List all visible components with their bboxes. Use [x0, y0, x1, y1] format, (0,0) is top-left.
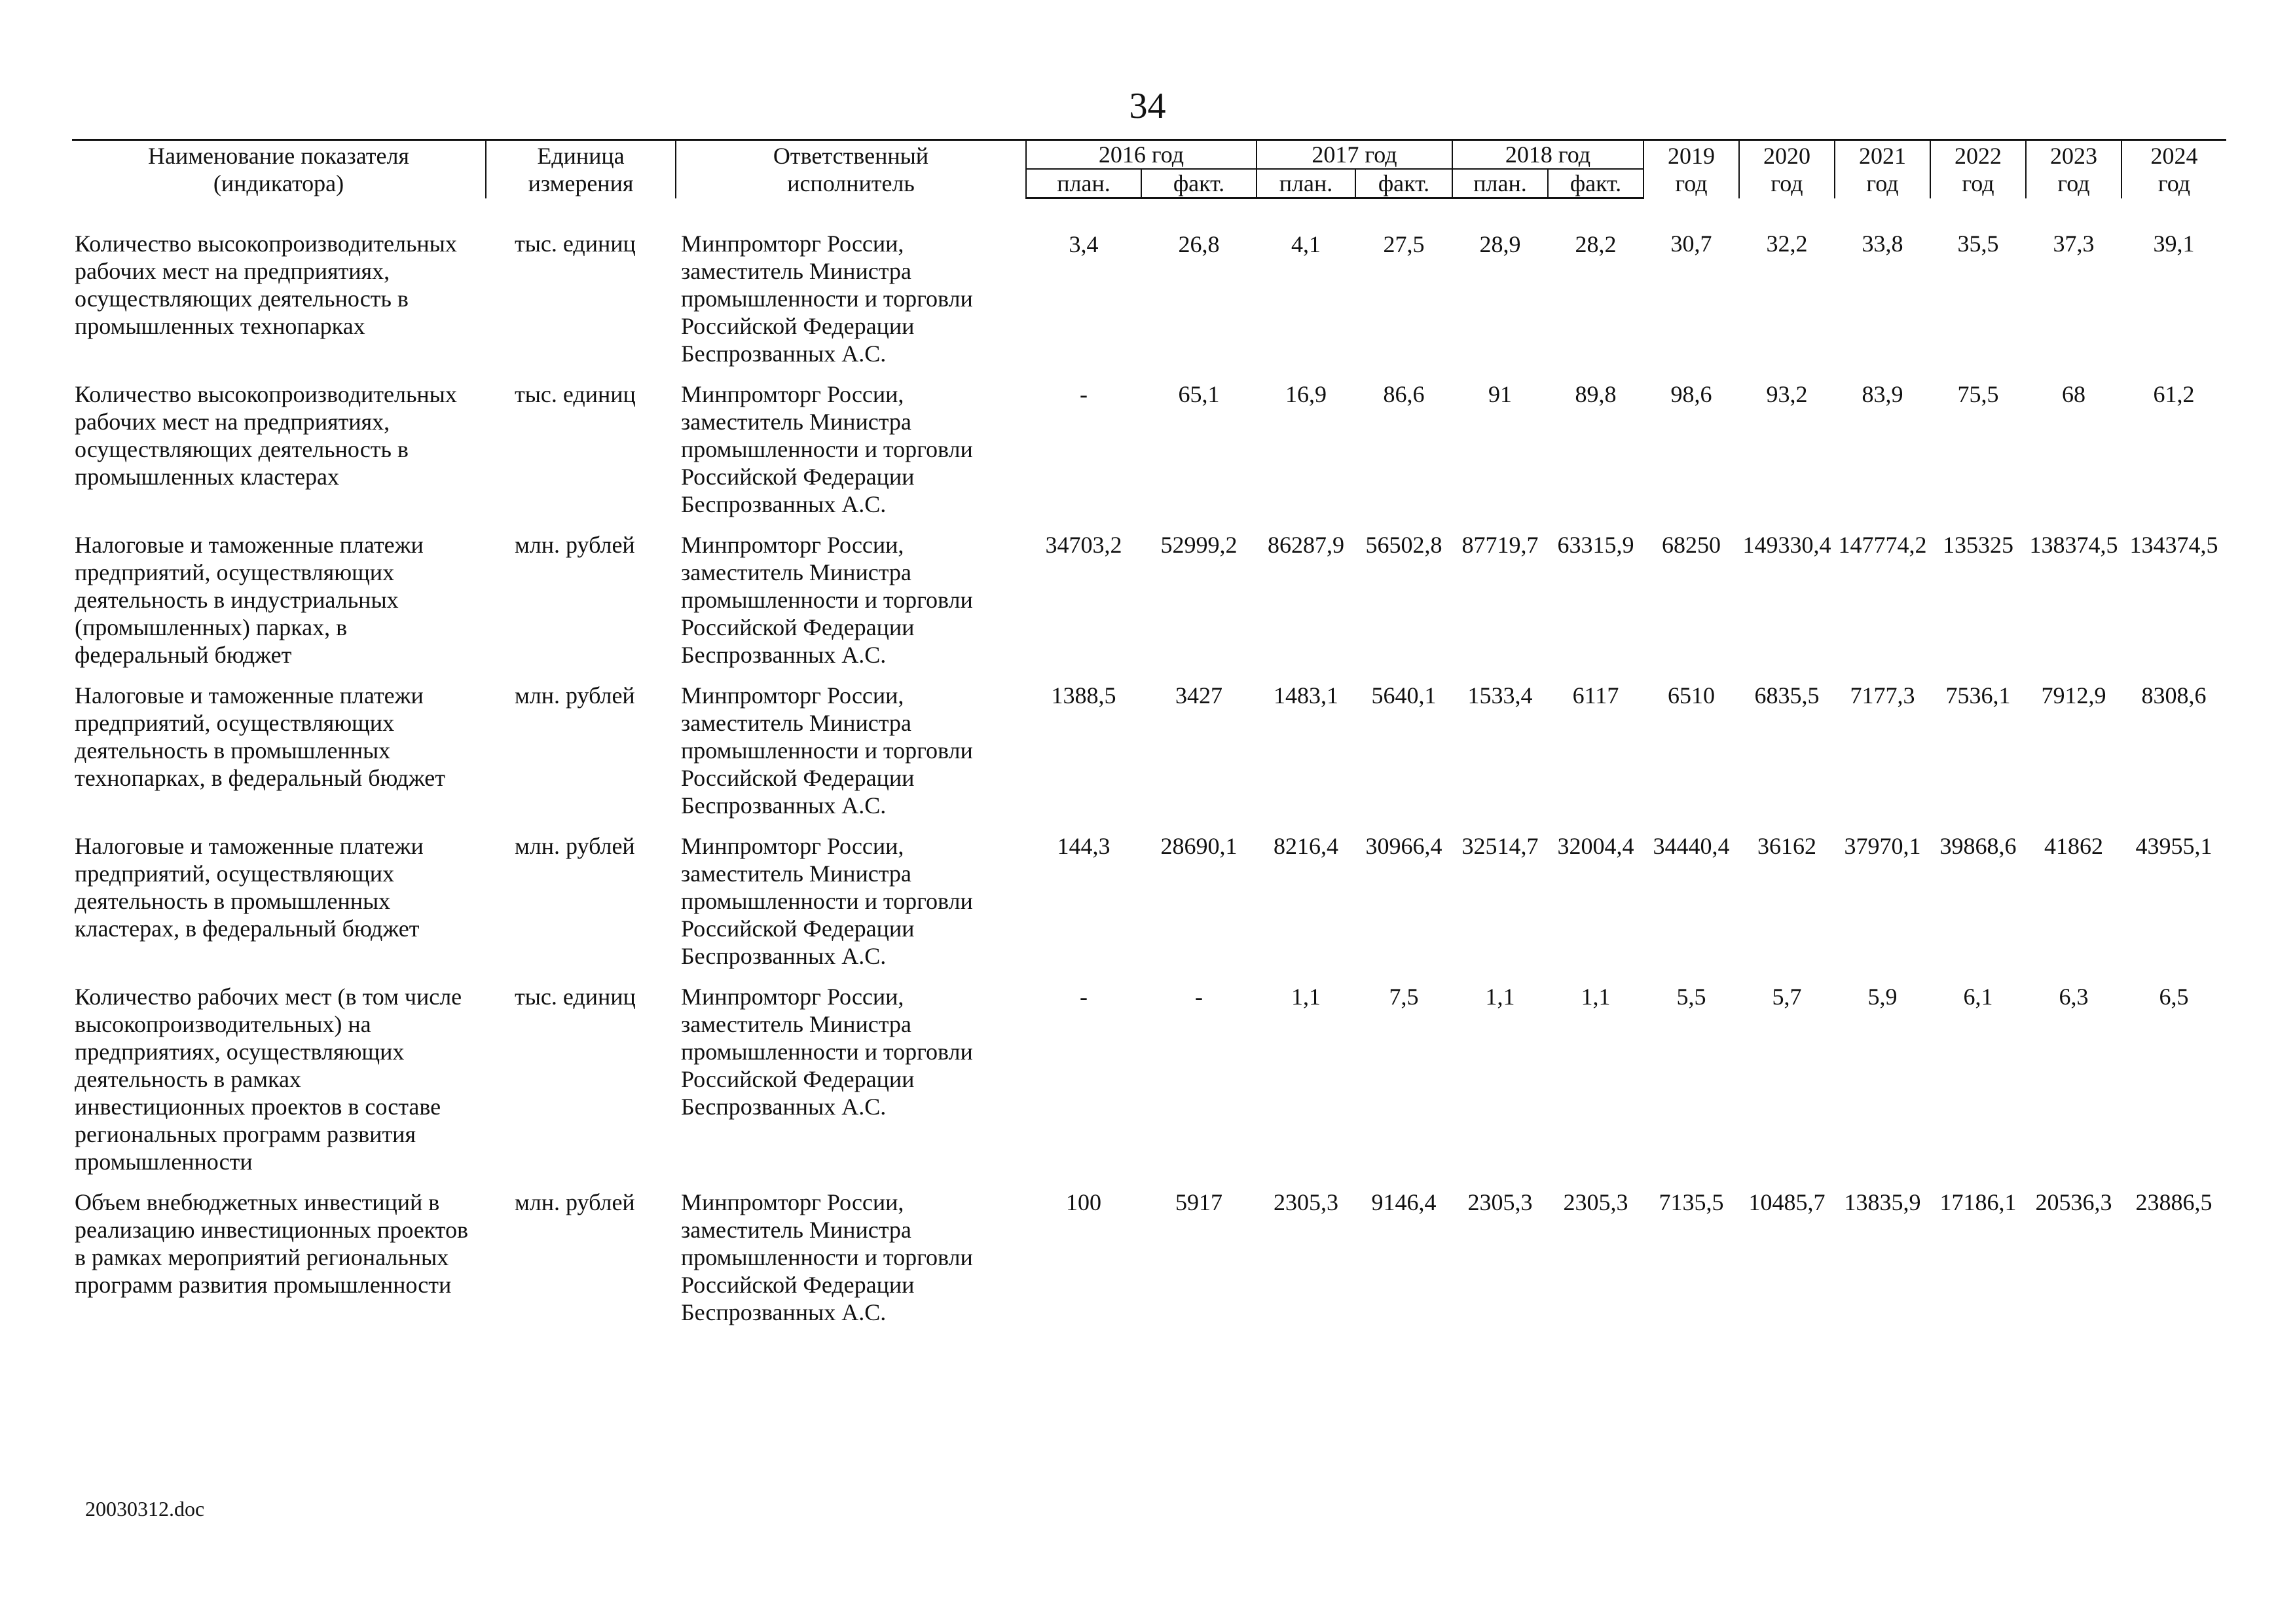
indicator-name-line: Количество высокопроизводительных — [75, 230, 457, 257]
value-cell: 87719,7 — [1461, 531, 1539, 558]
value-cell: 86,6 — [1383, 380, 1425, 407]
header-2017-fact: факт. — [1355, 169, 1452, 198]
indicator-name-line: Количество рабочих мест (в том числе — [75, 983, 462, 1010]
value-cell: 1,1 — [1581, 983, 1611, 1010]
executor-line: Минпромторг России, — [681, 1189, 904, 1215]
indicator-name-line: инвестиционных проектов в составе — [75, 1093, 441, 1120]
executor-line: заместитель Министра — [681, 408, 911, 435]
indicator-name-line: Количество высокопроизводительных — [75, 380, 457, 407]
value-cell: 6510 — [1668, 682, 1715, 709]
header-name-line-1: Наименование показателя — [148, 142, 409, 169]
header-year-2021-number: 2021 — [1859, 142, 1906, 169]
indicator-name-line: реализацию инвестиционных проектов — [75, 1216, 468, 1243]
responsible-executor — [676, 983, 1026, 1189]
value-cell: 39,1 — [2153, 230, 2195, 257]
header-2016-fact: факт. — [1141, 169, 1257, 198]
executor-line: промышленности и торговли — [681, 737, 973, 764]
indicator-name-line: рабочих мест на предприятиях, — [75, 408, 390, 435]
value-cell: 6,5 — [2159, 983, 2189, 1010]
value-cell: 23886,5 — [2135, 1189, 2212, 1215]
header-year-2021 — [1835, 140, 1930, 198]
indicators-table-wrapper — [72, 139, 2226, 1339]
executor-line: Российской Федерации — [681, 312, 915, 339]
value-cell: 56502,8 — [1365, 531, 1442, 558]
value-cell: 147774,2 — [1838, 531, 1927, 558]
executor-line: Беспрозванных А.С. — [681, 340, 887, 367]
indicator-name-line: программ развития промышленности — [75, 1271, 452, 1298]
table-row — [72, 1189, 2226, 1339]
value-cell: 144,3 — [1057, 832, 1111, 859]
table-body — [72, 198, 2226, 1339]
unit-of-measure: млн. рублей — [515, 682, 635, 709]
indicator-name-line: рабочих мест на предприятиях, — [75, 257, 390, 284]
header-2018-fact: факт. — [1548, 169, 1643, 198]
value-cell: 43955,1 — [2135, 832, 2212, 859]
header-2018-plan: план. — [1452, 169, 1548, 198]
executor-line: Минпромторг России, — [681, 832, 904, 859]
value-cell: 65,1 — [1178, 380, 1220, 407]
value-cell: 1388,5 — [1051, 682, 1116, 709]
header-executor-line-2: исполнитель — [787, 170, 915, 196]
indicator-name — [72, 682, 486, 832]
executor-line: Беспрозванных А.С. — [681, 942, 887, 969]
unit-of-measure: тыс. единиц — [515, 230, 636, 257]
executor-line: промышленности и торговли — [681, 1038, 973, 1065]
value-cell: 5640,1 — [1371, 682, 1437, 709]
value-cell: 8308,6 — [2141, 682, 2207, 709]
value-cell: 2305,3 — [1274, 1189, 1338, 1215]
indicator-name — [72, 531, 486, 682]
value-cell: 52999,2 — [1160, 531, 1238, 558]
value-cell: 89,8 — [1575, 380, 1617, 407]
value-cell: 1533,4 — [1467, 682, 1533, 709]
unit-of-measure: млн. рублей — [515, 531, 635, 558]
value-cell: 86287,9 — [1268, 531, 1344, 558]
executor-line: промышленности и торговли — [681, 586, 973, 613]
value-cell: 13835,9 — [1844, 1189, 1921, 1215]
header-year-2022 — [1930, 140, 2026, 198]
indicator-name-line: технопарках, в федеральный бюджет — [75, 764, 445, 791]
value-cell: 34703,2 — [1045, 531, 1122, 558]
value-cell: 63315,9 — [1557, 531, 1634, 558]
indicator-name-line: в рамках мероприятий региональных — [75, 1244, 449, 1270]
indicator-name-line: промышленных кластерах — [75, 463, 340, 490]
header-year-2024-suffix: год — [2157, 170, 2191, 196]
indicator-name-line: предприятиях, осуществляющих — [75, 1038, 405, 1065]
executor-line: заместитель Министра — [681, 1216, 911, 1243]
indicator-name-line: осуществляющих деятельность в — [75, 285, 409, 312]
responsible-executor — [676, 198, 1026, 380]
indicator-name-line: предприятий, осуществляющих — [75, 559, 395, 585]
indicator-name — [72, 983, 486, 1189]
table-row — [72, 832, 2226, 983]
value-cell: 2305,3 — [1563, 1189, 1628, 1215]
value-cell: 6117 — [1572, 682, 1619, 709]
indicator-name-line: промышленных технопарках — [75, 312, 365, 339]
header-2017-plan: план. — [1257, 169, 1355, 198]
value-cell: 149330,4 — [1742, 531, 1831, 558]
value-cell: 17186,1 — [1939, 1189, 2017, 1215]
executor-line: Минпромторг России, — [681, 230, 904, 257]
value-cell: 37,3 — [2053, 230, 2095, 257]
executor-line: Минпромторг России, — [681, 682, 904, 709]
executor-line: Российской Федерации — [681, 1271, 915, 1298]
value-cell: 1483,1 — [1274, 682, 1338, 709]
value-cell: 28690,1 — [1160, 832, 1238, 859]
executor-line: Российской Федерации — [681, 915, 915, 942]
header-year-2024 — [2121, 140, 2226, 198]
table-row — [72, 682, 2226, 832]
table-row — [72, 531, 2226, 682]
header-year-2022-number: 2022 — [1955, 142, 2002, 169]
unit-of-measure: млн. рублей — [515, 1189, 635, 1215]
executor-line: Беспрозванных А.С. — [681, 1093, 887, 1120]
table-row — [72, 983, 2226, 1189]
value-cell: 1,1 — [1291, 983, 1321, 1010]
unit-of-measure: тыс. единиц — [515, 983, 636, 1010]
value-cell: 3,4 — [1069, 231, 1099, 257]
executor-line: Минпромторг России, — [681, 531, 904, 558]
executor-line: Российской Федерации — [681, 463, 915, 490]
document-filename: 20030312.doc — [85, 1497, 205, 1521]
indicator-name-line: Налоговые и таможенные платежи — [75, 832, 424, 859]
value-cell: 30,7 — [1670, 230, 1712, 257]
indicator-name-line: региональных программ развития — [75, 1120, 416, 1147]
value-cell: 35,5 — [1957, 230, 1999, 257]
value-cell: 28,2 — [1575, 231, 1617, 257]
value-cell: 32514,7 — [1461, 832, 1539, 859]
value-cell: 20536,3 — [2035, 1189, 2112, 1215]
responsible-executor — [676, 531, 1026, 682]
value-cell: 28,9 — [1479, 231, 1521, 257]
value-cell: 6,3 — [2059, 983, 2089, 1010]
header-name-line-2: (индикатора) — [213, 170, 344, 196]
value-cell: 32,2 — [1766, 230, 1808, 257]
header-unit — [486, 140, 676, 198]
header-year-2018: 2018 год — [1452, 140, 1643, 170]
header-year-2019-suffix: год — [1675, 170, 1708, 196]
value-cell: 91 — [1488, 380, 1512, 407]
value-cell: 4,1 — [1291, 231, 1321, 257]
executor-line: Беспрозванных А.С. — [681, 641, 887, 668]
executor-line: Российской Федерации — [681, 614, 915, 640]
indicator-name — [72, 380, 486, 531]
executor-line: промышленности и торговли — [681, 285, 973, 312]
value-cell: 33,8 — [1862, 230, 1903, 257]
value-cell: 93,2 — [1766, 380, 1808, 407]
header-year-2024-number: 2024 — [2150, 142, 2198, 169]
executor-line: заместитель Министра — [681, 709, 911, 736]
indicator-name-line: деятельность в рамках — [75, 1065, 301, 1092]
value-cell: 3427 — [1175, 682, 1222, 709]
value-cell: 100 — [1066, 1189, 1101, 1215]
indicators-table — [72, 139, 2226, 1339]
indicator-name — [72, 1189, 486, 1339]
indicator-name-line: высокопроизводительных) на — [75, 1010, 371, 1037]
indicator-name — [72, 198, 486, 380]
responsible-executor — [676, 380, 1026, 531]
value-cell: 6835,5 — [1754, 682, 1820, 709]
value-cell: 135325 — [1943, 531, 2013, 558]
indicator-name-line: кластерах, в федеральный бюджет — [75, 915, 420, 942]
executor-line: Минпромторг России, — [681, 380, 904, 407]
header-year-2016: 2016 год — [1026, 140, 1257, 170]
value-cell: 5,9 — [1867, 983, 1898, 1010]
indicator-name-line: Налоговые и таможенные платежи — [75, 531, 424, 558]
header-year-2021-suffix: год — [1866, 170, 1899, 196]
responsible-executor — [676, 832, 1026, 983]
value-cell: 5917 — [1175, 1189, 1222, 1215]
value-cell: 61,2 — [2153, 380, 2195, 407]
indicator-name-line: деятельность в промышленных — [75, 887, 391, 914]
executor-line: заместитель Министра — [681, 860, 911, 887]
value-cell: 98,6 — [1670, 380, 1712, 407]
value-cell: 7177,3 — [1850, 682, 1915, 709]
value-cell: 41862 — [2044, 832, 2103, 859]
indicator-name-line: Налоговые и таможенные платежи — [75, 682, 424, 709]
value-cell: 5,7 — [1772, 983, 1802, 1010]
executor-line: Минпромторг России, — [681, 983, 904, 1010]
header-unit-line-1: Единица — [537, 142, 625, 169]
indicator-name-line: деятельность в индустриальных — [75, 586, 399, 613]
value-cell: 26,8 — [1178, 231, 1220, 257]
executor-line: Российской Федерации — [681, 764, 915, 791]
value-cell: 134374,5 — [2129, 531, 2218, 558]
header-year-2017: 2017 год — [1257, 140, 1452, 170]
value-cell: 2305,3 — [1467, 1189, 1533, 1215]
indicator-name-line: (промышленных) парках, в — [75, 614, 348, 640]
value-cell: - — [1080, 380, 1088, 407]
value-cell: 1,1 — [1485, 983, 1515, 1010]
value-cell: 7536,1 — [1945, 682, 2011, 709]
header-2016-plan: план. — [1026, 169, 1141, 198]
unit-of-measure: тыс. единиц — [515, 380, 636, 407]
responsible-executor — [676, 1189, 1026, 1339]
value-cell: 75,5 — [1957, 380, 1999, 407]
indicator-name-line: предприятий, осуществляющих — [75, 709, 395, 736]
value-cell: 9146,4 — [1371, 1189, 1437, 1215]
value-cell: 30966,4 — [1365, 832, 1442, 859]
value-cell: 68250 — [1662, 531, 1721, 558]
value-cell: 32004,4 — [1557, 832, 1634, 859]
value-cell: 5,5 — [1676, 983, 1706, 1010]
header-unit-line-2: измерения — [528, 170, 634, 196]
indicator-name — [72, 832, 486, 983]
executor-line: промышленности и торговли — [681, 887, 973, 914]
unit-of-measure: млн. рублей — [515, 832, 635, 859]
value-cell: 6,1 — [1963, 983, 1993, 1010]
executor-line: заместитель Министра — [681, 257, 911, 284]
executor-line: Беспрозванных А.С. — [681, 1299, 887, 1325]
header-year-2019 — [1643, 140, 1739, 198]
indicator-name-line: предприятий, осуществляющих — [75, 860, 395, 887]
page-number: 34 — [1129, 86, 1166, 126]
table-row — [72, 198, 2226, 380]
value-cell: 83,9 — [1862, 380, 1903, 407]
indicator-name-line: федеральный бюджет — [75, 641, 292, 668]
header-year-2020-suffix: год — [1771, 170, 1803, 196]
executor-line: Беспрозванных А.С. — [681, 792, 887, 819]
value-cell: 36162 — [1757, 832, 1816, 859]
header-year-2023 — [2026, 140, 2121, 198]
executor-line: промышленности и торговли — [681, 435, 973, 462]
indicator-name-line: Объем внебюджетных инвестиций в — [75, 1189, 440, 1215]
header-executor-line-1: Ответственный — [773, 142, 929, 169]
value-cell: 34440,4 — [1653, 832, 1730, 859]
table-header — [72, 140, 2226, 198]
value-cell: 27,5 — [1383, 231, 1425, 257]
value-cell: 10485,7 — [1748, 1189, 1826, 1215]
value-cell: 7135,5 — [1659, 1189, 1724, 1215]
value-cell: 39868,6 — [1939, 832, 2017, 859]
value-cell: 7912,9 — [2041, 682, 2106, 709]
header-year-2022-suffix: год — [1962, 170, 1994, 196]
value-cell: - — [1080, 983, 1088, 1010]
responsible-executor — [676, 682, 1026, 832]
header-name — [72, 140, 486, 198]
executor-line: Российской Федерации — [681, 1065, 915, 1092]
header-year-2019-number: 2019 — [1668, 142, 1715, 169]
executor-line: заместитель Министра — [681, 1010, 911, 1037]
value-cell: 8216,4 — [1274, 832, 1338, 859]
executor-line: Беспрозванных А.С. — [681, 490, 887, 517]
table-row — [72, 380, 2226, 531]
header-year-2023-number: 2023 — [2050, 142, 2097, 169]
value-cell: 138374,5 — [2029, 531, 2118, 558]
header-year-2020-number: 2020 — [1763, 142, 1810, 169]
header-year-2023-suffix: год — [2057, 170, 2090, 196]
value-cell: 37970,1 — [1844, 832, 1921, 859]
header-executor — [676, 140, 1026, 198]
executor-line: заместитель Министра — [681, 559, 911, 585]
value-cell: 7,5 — [1389, 983, 1419, 1010]
indicator-name-line: деятельность в промышленных — [75, 737, 391, 764]
value-cell: - — [1195, 983, 1203, 1010]
header-year-2020 — [1739, 140, 1835, 198]
indicator-name-line: промышленности — [75, 1148, 253, 1175]
executor-line: промышленности и торговли — [681, 1244, 973, 1270]
indicator-name-line: осуществляющих деятельность в — [75, 435, 409, 462]
value-cell: 68 — [2062, 380, 2085, 407]
value-cell: 16,9 — [1285, 380, 1327, 407]
